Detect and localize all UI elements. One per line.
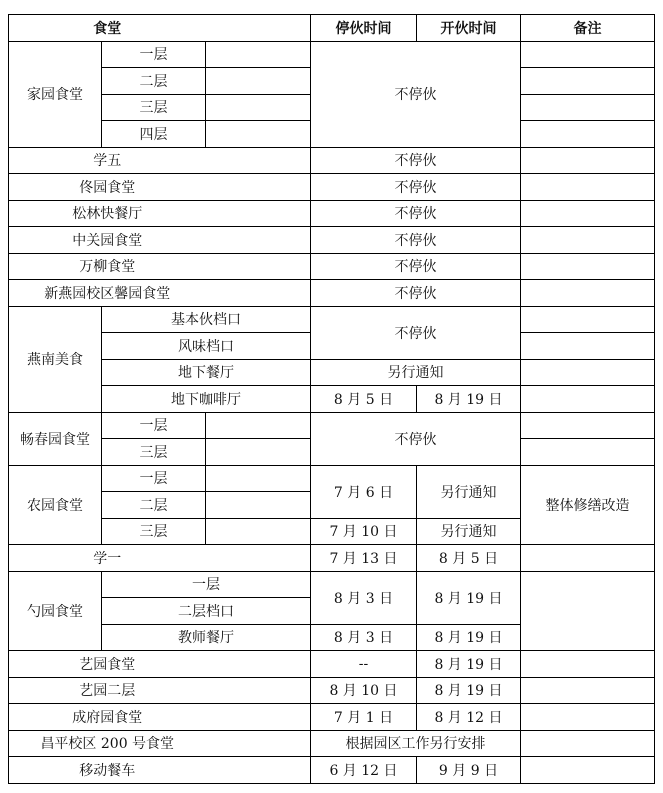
blank-cell: [206, 227, 311, 254]
stop-date: 7 月 13 日: [311, 545, 417, 572]
status-cell: 不停伙: [311, 306, 521, 359]
header-start-time: 开伙时间: [417, 15, 521, 42]
start-date: 9 月 9 日: [417, 757, 521, 784]
table-row: [9, 545, 655, 572]
sub-location: 二层档口: [102, 598, 311, 625]
canteen-name: 燕南美食: [9, 306, 102, 412]
table-row: [9, 174, 655, 201]
table-row: [9, 41, 655, 68]
table-row: [9, 359, 655, 386]
blank-cell: [206, 174, 311, 201]
canteen-name: 学一: [9, 545, 206, 572]
table-row: [9, 651, 655, 678]
canteen-name: 中关园食堂: [9, 227, 206, 254]
blank-cell: [206, 147, 311, 174]
status-cell: 不停伙: [311, 253, 521, 280]
canteen-name: 新燕园校区馨园食堂: [9, 280, 206, 307]
table-row: [9, 677, 655, 704]
note-cell: [521, 68, 655, 95]
table-row: [9, 386, 655, 413]
note-cell: [521, 333, 655, 360]
sub-location: 三层: [102, 518, 206, 545]
blank-cell: [206, 465, 311, 492]
sub-location: 教师餐厅: [102, 624, 311, 651]
table-row: [9, 200, 655, 227]
blank-cell: [206, 121, 311, 148]
blank-cell: [206, 730, 311, 757]
note-cell: [521, 306, 655, 333]
status-cell: 根据园区工作另行安排: [311, 730, 521, 757]
table-row: [9, 571, 655, 598]
start-date: 8 月 19 日: [417, 651, 521, 678]
note-cell: [521, 147, 655, 174]
note-cell: [521, 730, 655, 757]
sub-location: 三层: [102, 439, 206, 466]
start-date: 8 月 19 日: [417, 677, 521, 704]
start-date: 另行通知: [417, 465, 521, 518]
sub-location: 二层: [102, 68, 206, 95]
start-date: 8 月 19 日: [417, 571, 521, 624]
stop-date: 8 月 3 日: [311, 571, 417, 624]
note-cell: [521, 651, 655, 678]
table-row: [9, 730, 655, 757]
status-cell: 不停伙: [311, 280, 521, 307]
note-cell: [521, 121, 655, 148]
start-date: 8 月 19 日: [417, 386, 521, 413]
note-cell: [521, 677, 655, 704]
status-cell: 不停伙: [311, 174, 521, 201]
canteen-schedule-table: [8, 14, 655, 784]
blank-cell: [206, 651, 311, 678]
canteen-name: 家园食堂: [9, 41, 102, 147]
sub-location: 三层: [102, 94, 206, 121]
sub-location: 一层: [102, 41, 206, 68]
note-cell: [521, 359, 655, 386]
stop-date: 8 月 10 日: [311, 677, 417, 704]
blank-cell: [206, 94, 311, 121]
stop-date: 6 月 12 日: [311, 757, 417, 784]
blank-cell: [206, 280, 311, 307]
header-note: 备注: [521, 15, 655, 42]
status-cell: 不停伙: [311, 412, 521, 465]
note-cell: [521, 545, 655, 572]
table-row: [9, 412, 655, 439]
note-cell: [521, 386, 655, 413]
table-row: [9, 280, 655, 307]
blank-cell: [206, 677, 311, 704]
blank-cell: [206, 68, 311, 95]
start-date: 8 月 5 日: [417, 545, 521, 572]
blank-cell: [206, 757, 311, 784]
status-cell: 不停伙: [311, 147, 521, 174]
table-row: [9, 704, 655, 731]
sub-location: 基本伙档口: [102, 306, 311, 333]
canteen-name: 松林快餐厅: [9, 200, 206, 227]
canteen-name: 勺园食堂: [9, 571, 102, 651]
table-row: [9, 227, 655, 254]
status-cell: 不停伙: [311, 41, 521, 147]
note-cell: [521, 439, 655, 466]
canteen-name: 成府园食堂: [9, 704, 206, 731]
note-cell: [521, 200, 655, 227]
table-row: [9, 147, 655, 174]
stop-date: 8 月 3 日: [311, 624, 417, 651]
note-cell: [521, 704, 655, 731]
stop-date: 8 月 5 日: [311, 386, 417, 413]
stop-date: 7 月 1 日: [311, 704, 417, 731]
header-blank: [206, 15, 311, 42]
status-cell: 另行通知: [311, 359, 521, 386]
canteen-name: 万柳食堂: [9, 253, 206, 280]
table-row: [9, 253, 655, 280]
sub-location: 四层: [102, 121, 206, 148]
blank-cell: [206, 412, 311, 439]
note-cell: [521, 41, 655, 68]
note-cell: [521, 174, 655, 201]
table-row: [9, 757, 655, 784]
status-cell: 不停伙: [311, 200, 521, 227]
sub-location: 二层: [102, 492, 206, 519]
sub-location: 一层: [102, 571, 311, 598]
canteen-name: 昌平校区 200 号食堂: [9, 730, 206, 757]
note-cell: [521, 412, 655, 439]
header-row: [9, 15, 655, 42]
canteen-name: 佟园食堂: [9, 174, 206, 201]
canteen-name: 畅春园食堂: [9, 412, 102, 465]
canteen-name: 移动餐车: [9, 757, 206, 784]
sub-location: 地下咖啡厅: [102, 386, 311, 413]
sub-location: 一层: [102, 412, 206, 439]
stop-date: 7 月 6 日: [311, 465, 417, 518]
note-cell: [521, 571, 655, 651]
status-cell: 不停伙: [311, 227, 521, 254]
canteen-name: 农园食堂: [9, 465, 102, 545]
start-date: 8 月 12 日: [417, 704, 521, 731]
blank-cell: [206, 41, 311, 68]
blank-cell: [206, 253, 311, 280]
note-cell: [521, 94, 655, 121]
sub-location: 风味档口: [102, 333, 311, 360]
header-canteen: 食堂: [9, 15, 206, 42]
canteen-name: 学五: [9, 147, 206, 174]
canteen-name: 艺园二层: [9, 677, 206, 704]
table-row: [9, 465, 655, 492]
stop-date: --: [311, 651, 417, 678]
blank-cell: [206, 518, 311, 545]
note-cell: 整体修缮改造: [521, 465, 655, 545]
blank-cell: [206, 439, 311, 466]
note-cell: [521, 253, 655, 280]
sub-location: 一层: [102, 465, 206, 492]
header-stop-time: 停伙时间: [311, 15, 417, 42]
note-cell: [521, 757, 655, 784]
canteen-name: 艺园食堂: [9, 651, 206, 678]
stop-date: 7 月 10 日: [311, 518, 417, 545]
note-cell: [521, 227, 655, 254]
table-row: [9, 306, 655, 333]
blank-cell: [206, 704, 311, 731]
blank-cell: [206, 545, 311, 572]
blank-cell: [206, 200, 311, 227]
start-date: 8 月 19 日: [417, 624, 521, 651]
sub-location: 地下餐厅: [102, 359, 311, 386]
note-cell: [521, 280, 655, 307]
blank-cell: [206, 492, 311, 519]
start-date: 另行通知: [417, 518, 521, 545]
